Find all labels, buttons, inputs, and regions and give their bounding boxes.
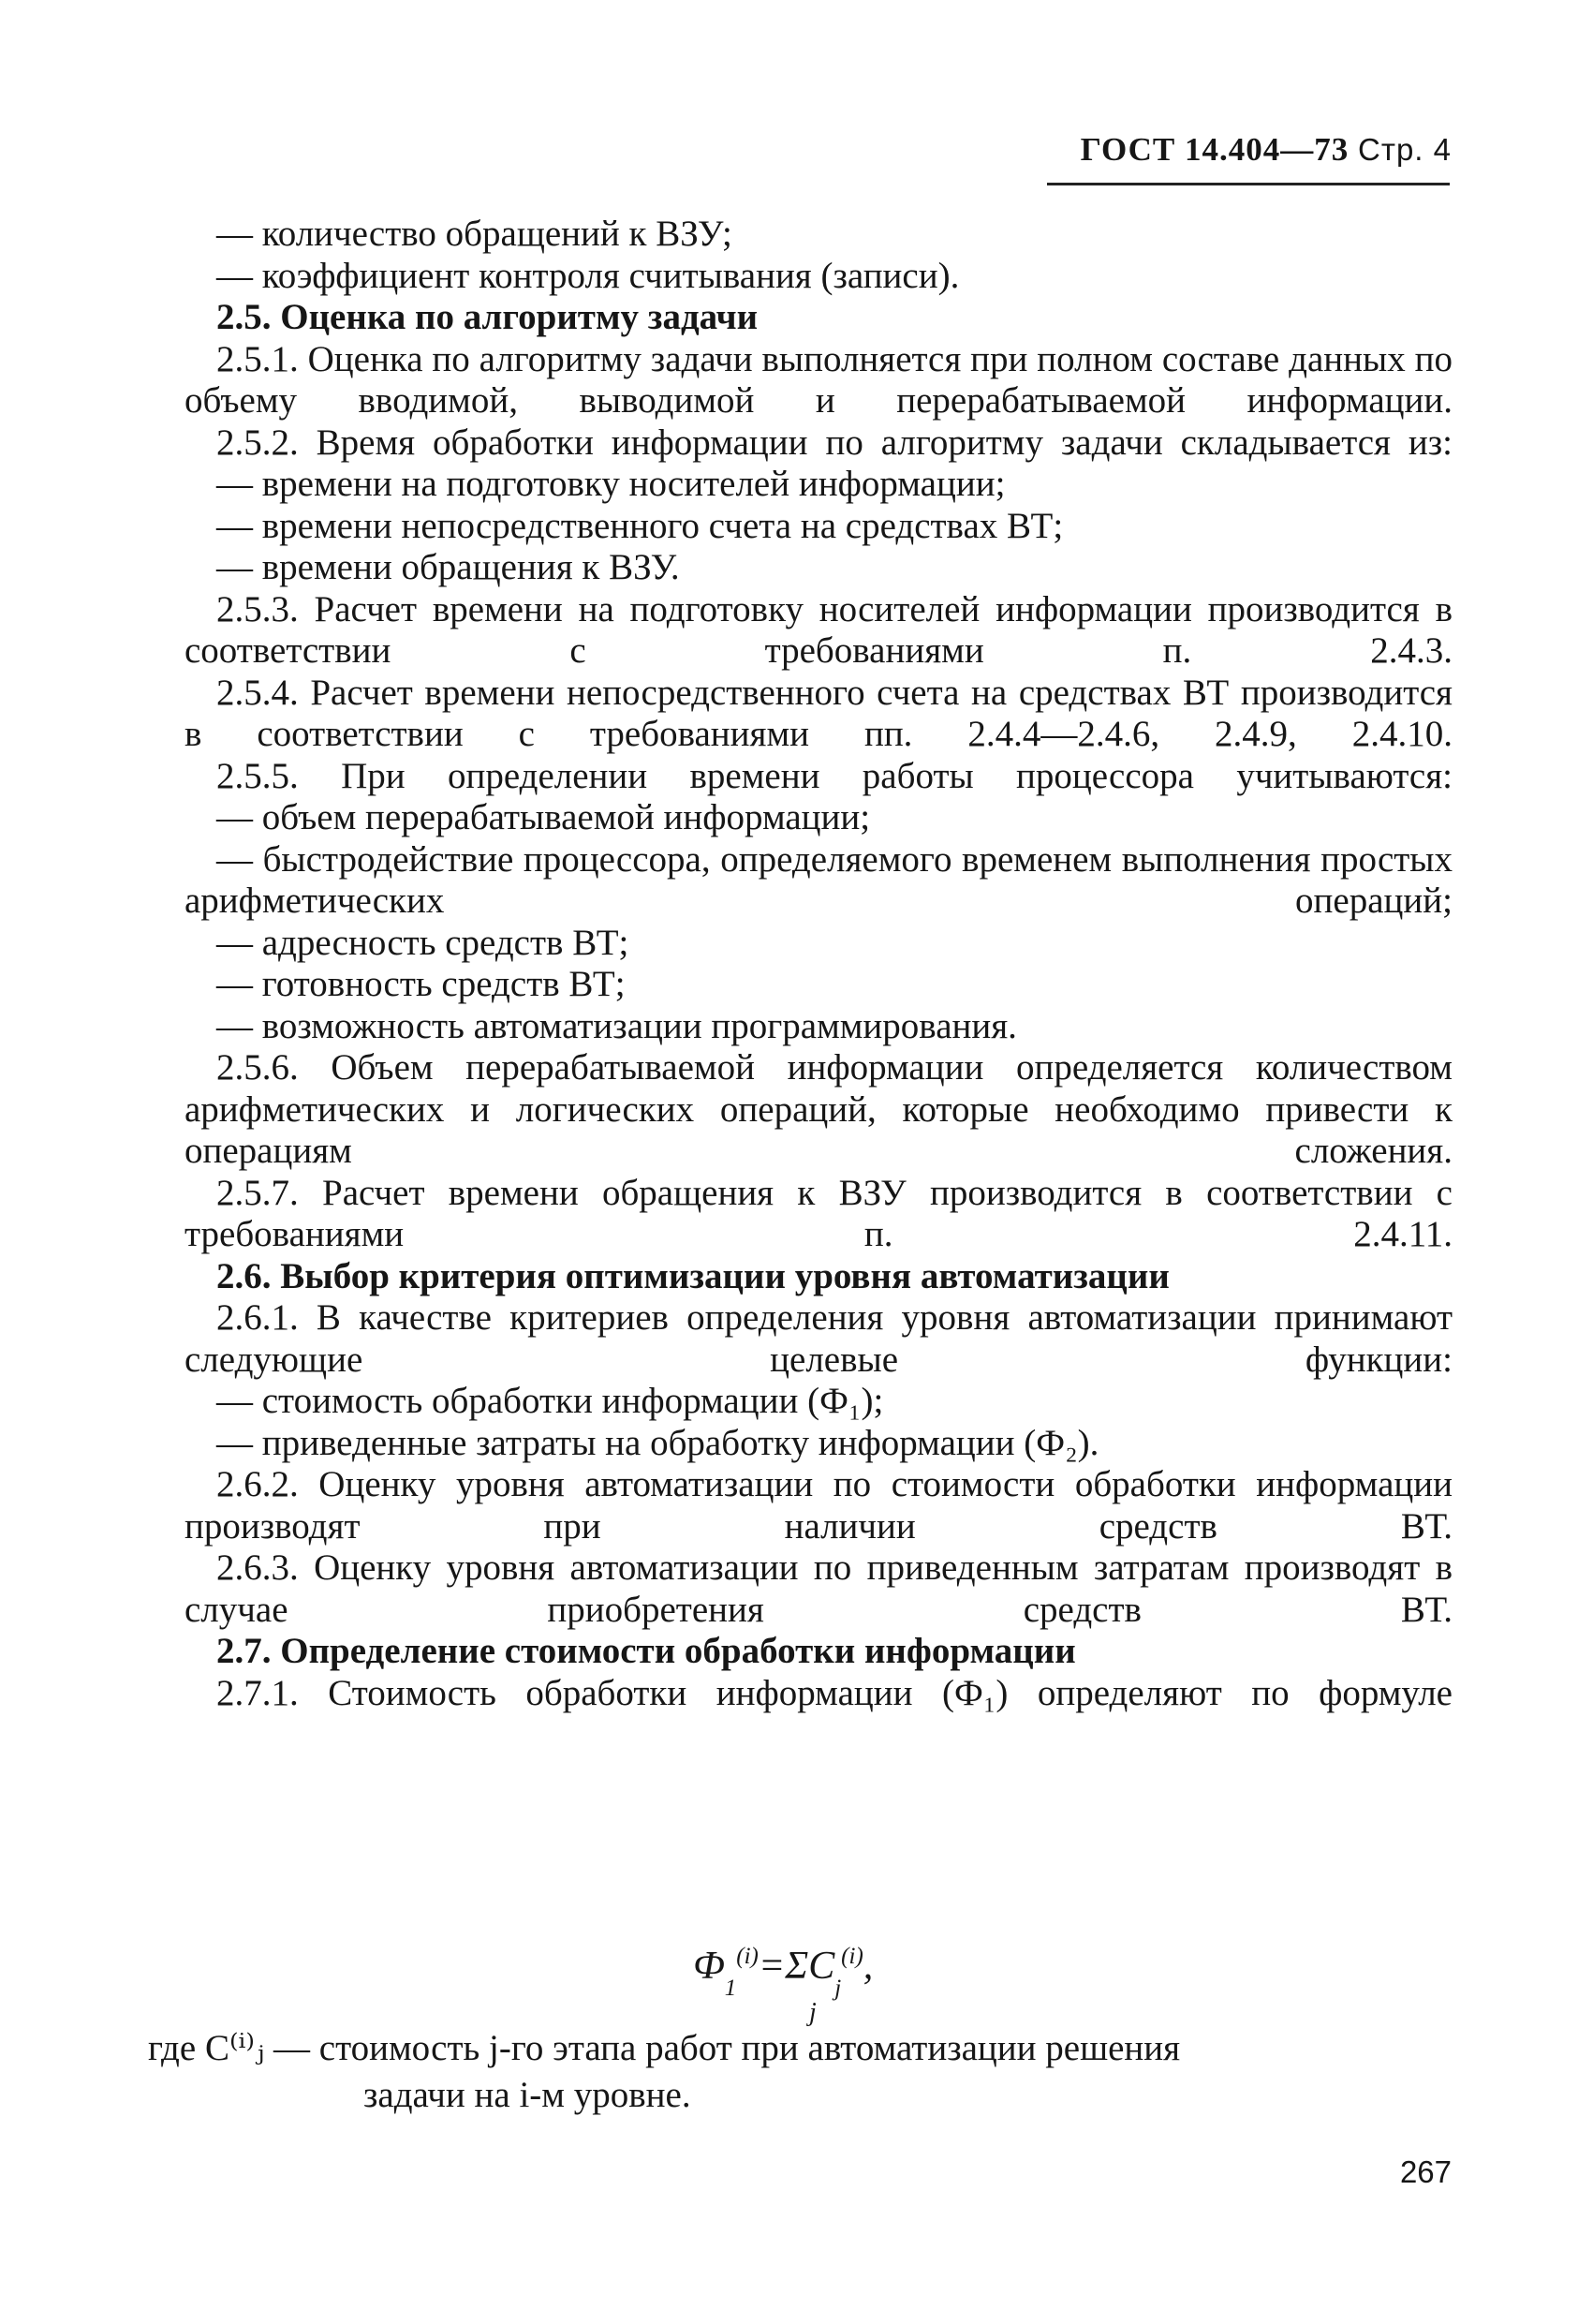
paragraph: 2.5.5. При определении времени работы процессора учитываются: (216, 755, 1453, 796)
formula-lhs: Ф (693, 1945, 725, 1988)
list-item: — приведенные затраты на обработку информации (Ф₂). (216, 1422, 1099, 1463)
section-heading: 2.6. Выбор критерия оптимизации уровня автоматизации (216, 1255, 1170, 1296)
section-heading: 2.5. Оценка по алгоритму задачи (216, 297, 759, 337)
formula-eq: =ΣC (758, 1945, 835, 1988)
list-item: — стоимость обработки информации (Ф₁); (216, 1381, 884, 1421)
paragraph: 2.7.1. Стоимость обработки информации (Ф₁) определяют по формуле (216, 1672, 1453, 1713)
formula-tail: , (863, 1945, 874, 1988)
formula-rhs-sup: (i) (841, 1944, 863, 1969)
list-item: — адресность средств ВТ; (216, 922, 629, 963)
formula-legend (148, 2025, 1453, 2119)
body-text (184, 214, 1453, 1714)
paragraph: 2.5.4. Расчет времени непосредственного счета на средствах ВТ производится в соответствии с требованиями пп. 2.4.4—2.4.6, 2.4.9, 2.4.10. (184, 672, 1453, 754)
page-label: Стр. 4 (1358, 132, 1452, 167)
formula (693, 1944, 974, 2027)
list-item: — времени на подготовку носителей информации; (216, 464, 1006, 504)
paragraph: 2.6.2. Оценку уровня автоматизации по стоимости обработки информации производят при наличии средств ВТ. (184, 1464, 1453, 1547)
formula-lhs-sup: (i) (736, 1944, 759, 1969)
formula-rhs-sub: j (834, 1976, 842, 2001)
list-item: — готовность средств ВТ; (216, 964, 626, 1004)
paragraph: 2.5.2. Время обработки информации по алгоритму задачи складывается из: (216, 422, 1453, 463)
page-number: 267 (1399, 2154, 1452, 2189)
list-item: — количество обращений к ВЗУ; (216, 214, 732, 254)
list-item: — коэффициент контроля считывания (записи). (216, 255, 960, 296)
paragraph: 2.5.6. Объем перерабатываемой информации определяется количеством арифметических и логических операций, которые необходимо привести к операциям сложения. (184, 1047, 1453, 1171)
list-item: — времени обращения к ВЗУ. (216, 547, 680, 587)
legend-line: где C⁽ⁱ⁾ⱼ — стоимость j-го этапа работ при автоматизации решения (148, 2028, 1181, 2068)
paragraph: 2.5.1. Оценка по алгоритму задачи выполняется при полном составе данных по объему вводимой, выводимой и перерабатываемой информации. (184, 338, 1453, 421)
paragraph: 2.6.3. Оценку уровня автоматизации по приведенным затратам производят в случае приобретения средств ВТ. (184, 1547, 1453, 1630)
paragraph: 2.6.1. В качестве критериев определения уровня автоматизации принимают следующие целевые функции: (184, 1297, 1453, 1380)
paragraph: 2.5.3. Расчет времени на подготовку носителей информации производится в соответствии с требованиями п. 2.4.3. (184, 588, 1453, 671)
list-item: — возможность автоматизации программирования. (216, 1005, 1017, 1046)
list-item: — объем перерабатываемой информации; (216, 797, 871, 837)
header-rule (1047, 183, 1450, 185)
section-heading: 2.7. Определение стоимости обработки информации (216, 1631, 1076, 1671)
formula-lhs-sub: 1 (724, 1976, 737, 2001)
list-item: — времени непосредственного счета на средствах ВТ; (216, 505, 1064, 546)
page-header (1049, 131, 1452, 169)
standard-number: ГОСТ 14.404—73 (1080, 131, 1350, 168)
formula-sum-sub: j (809, 1998, 817, 2027)
paragraph: 2.5.7. Расчет времени обращения к ВЗУ производится в соответствии с требованиями п. 2.4.11. (184, 1172, 1453, 1254)
legend-line-continued: задачи на i-м уровне. (363, 2075, 691, 2115)
list-item: — быстродействие процессора, определяемого временем выполнения простых арифметических операций; (184, 838, 1453, 921)
